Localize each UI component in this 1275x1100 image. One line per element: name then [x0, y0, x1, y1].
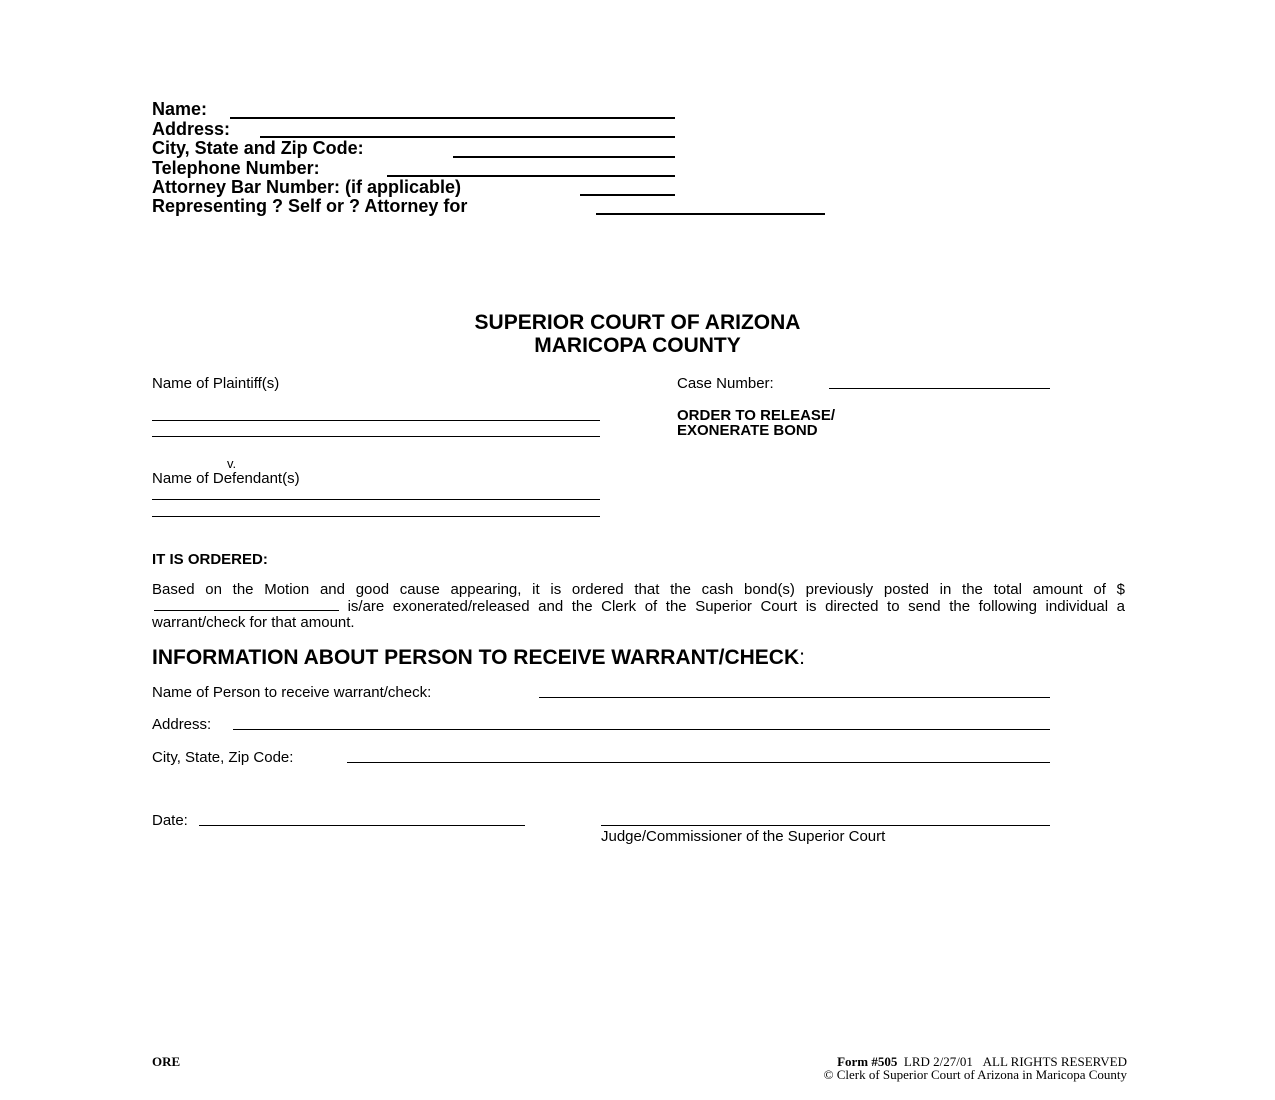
- city-state-zip-field[interactable]: [453, 156, 675, 158]
- order-text-part2: is/are exonerated/released and the Clerk of the Superior Court is directed to send the following individual a warrant/check for that amount.: [152, 598, 1125, 631]
- recipient-heading-text: INFORMATION ABOUT PERSON TO RECEIVE WARRANT/CHECK: [152, 646, 800, 669]
- order-paragraph: [152, 582, 1125, 631]
- rights-reserved: ALL RIGHTS RESERVED: [982, 1054, 1127, 1069]
- recipient-address-label: Address:: [152, 716, 212, 733]
- case-number-field[interactable]: [829, 388, 1050, 389]
- recipient-heading-colon: :: [799, 646, 805, 669]
- bar-number-field[interactable]: [580, 194, 675, 196]
- order-heading: IT IS ORDERED:: [152, 551, 268, 568]
- case-number-label: Case Number:: [677, 375, 774, 392]
- plaintiff-field-2[interactable]: [152, 436, 600, 437]
- plaintiff-field-1[interactable]: [152, 420, 600, 421]
- recipient-heading: [152, 646, 805, 670]
- recipient-name-field[interactable]: [539, 697, 1050, 698]
- defendant-label: Name of Defendant(s): [152, 470, 300, 487]
- attorney-for-field[interactable]: [596, 213, 825, 215]
- recipient-address-field[interactable]: [233, 729, 1050, 730]
- recipient-city-field[interactable]: [347, 762, 1050, 763]
- address-label: Address:: [152, 119, 231, 139]
- representing-label: Representing ? Self or ? Attorney for: [152, 196, 468, 216]
- city-state-zip-label: City, State and Zip Code:: [152, 138, 364, 158]
- bar-number-label: Attorney Bar Number: (if applicable): [152, 177, 462, 197]
- recipient-city-label: City, State, Zip Code:: [152, 749, 294, 766]
- order-text-part1: Based on the Motion and good cause appearing, it is ordered that the cash bond(s) previously posted in the total amount of $: [152, 581, 1125, 598]
- defendant-field-2[interactable]: [152, 516, 600, 517]
- order-title-line2: EXONERATE BOND: [677, 422, 818, 439]
- order-title-line1: ORDER TO RELEASE/: [677, 407, 836, 424]
- telephone-label: Telephone Number:: [152, 158, 320, 178]
- footer-copyright: © Clerk of Superior Court of Arizona in Maricopa County: [823, 1067, 1127, 1082]
- judge-label: Judge/Commissioner of the Superior Court: [601, 828, 886, 845]
- bond-amount-field[interactable]: [154, 598, 339, 611]
- judge-signature-field[interactable]: [601, 825, 1050, 826]
- name-field[interactable]: [230, 117, 675, 119]
- name-label: Name:: [152, 99, 208, 119]
- plaintiff-label: Name of Plaintiff(s): [152, 375, 280, 392]
- county-name: MARICOPA COUNTY: [534, 334, 741, 357]
- defendant-field-1[interactable]: [152, 499, 600, 500]
- court-name: SUPERIOR COURT OF ARIZONA: [474, 311, 801, 334]
- footer-code: ORE: [152, 1054, 181, 1069]
- versus: v.: [227, 456, 237, 471]
- recipient-name-label: Name of Person to receive warrant/check:: [152, 684, 432, 701]
- form-number: Form #505: [837, 1054, 898, 1069]
- form-revision: LRD 2/27/01: [903, 1054, 973, 1069]
- date-field[interactable]: [199, 825, 525, 826]
- date-label: Date:: [152, 812, 188, 829]
